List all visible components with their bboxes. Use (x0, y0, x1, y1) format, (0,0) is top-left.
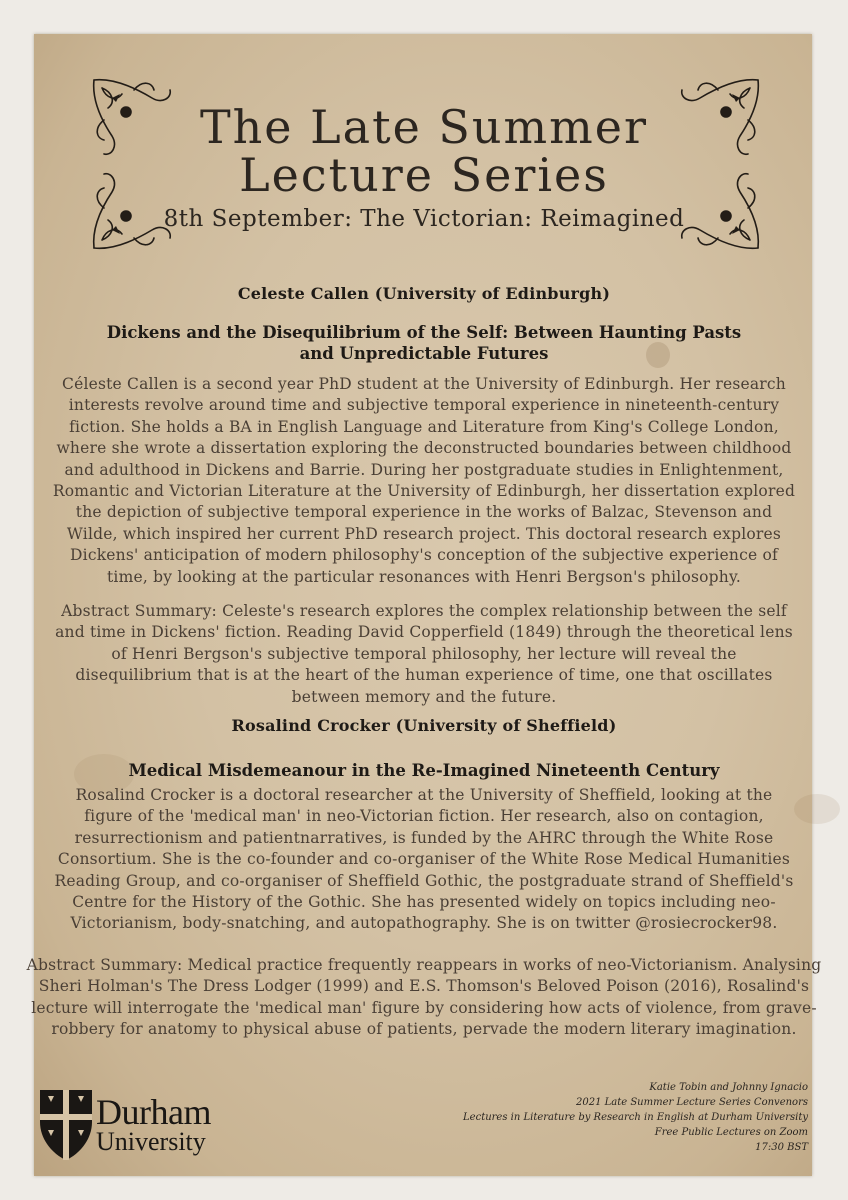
footer-time: 17:30 BST (755, 1142, 808, 1153)
footer-format: Free Public Lectures on Zoom (654, 1127, 808, 1138)
footer-role: 2021 Late Summer Lecture Series Convenors (575, 1097, 808, 1108)
speaker-name: Rosalind Crocker (University of Sheffield) (231, 716, 617, 735)
footer-department: Lectures in Literature by Research in English at Durham University (463, 1112, 808, 1123)
poster-title-line-2: Lecture Series (239, 148, 609, 202)
abstract-summary: Abstract Summary: Celeste's research explores the complex relationship between the self and time in Dickens' fiction. Reading David Copperfield (1849) through the theoretical lens of Henri Bergson's subjective temporal philosophy, her lecture will reveal the disequilibrium that is at the heart of the human experience of time, one that oscillates between memory and the future. (55, 602, 793, 706)
university-logo-name: Durham (96, 1092, 211, 1132)
university-logo-subtitle: University (96, 1127, 206, 1156)
lecture-title: Medical Misdemeanour in the Re-Imagined Nineteenth Century (128, 761, 720, 780)
speaker-bio: Rosalind Crocker is a doctoral researcher at the University of Sheffield, looking at the figure of the 'medical man' in neo-Victorian fiction. Her research, also on contagion, resurrectionism and patientnarratives, is funded by the AHRC through the White Rose Consortium. She is the co-founder and co-organiser of the White Rose Medical Humanities Reading Group, and co-organiser of Sheffield Gothic, the postgraduate strand of Sheffield's Centre for the History of the Gothic. She has presented widely on topics including neo-Victorianism, body-snatching, and autopathography. She is on twitter @rosiecrocker98. (54, 786, 794, 933)
paper-stain (794, 794, 840, 824)
footer-convenors: Katie Tobin and Johnny Ignacio (649, 1082, 808, 1093)
convenors-footer (388, 1080, 808, 1155)
poster-title-line-1: The Late Summer (199, 100, 649, 154)
lecture-title: Dickens and the Disequilibrium of the Self: Between Haunting Pasts and Unpredictable Futures (106, 323, 742, 363)
abstract-summary: Abstract Summary: Medical practice frequently reappears in works of neo-Victorianism. Analysing Sheri Holman's The Dress Lodger (1999) and E.S. Thomson's Beloved Poison (2016), Rosalind's lecture will interrogate the 'medical man' figure by considering how acts of violence, from grave-robbery for anatomy to physical abuse of patients, pervade the modern literary imagination. (26, 956, 822, 1039)
speaker-bio: Céleste Callen is a second year PhD student at the University of Edinburgh. Her research interests revolve around time and subjective temporal experience in nineteenth-century fiction. She holds a BA in English Language and Literature from King's College London, where she wrote a dissertation exploring the deconstructed boundaries between childhood and adulthood in Dickens and Barrie. During her postgraduate studies in Enlightenment, Romantic and Victorian Literature at the University of Edinburgh, her dissertation explored the depiction of subjective temporal experience in the works of Balzac, Stevenson and Wilde, which inspired her current PhD research project. This doctoral research explores Dickens' anticipation of modern philosophy's conception of the subjective experience of time, by looking at the particular resonances with Henri Bergson's philosophy. (52, 375, 796, 586)
event-subtitle: 8th September: The Victorian: Reimagined (163, 206, 685, 232)
speaker-name: Celeste Callen (University of Edinburgh) (237, 284, 611, 303)
